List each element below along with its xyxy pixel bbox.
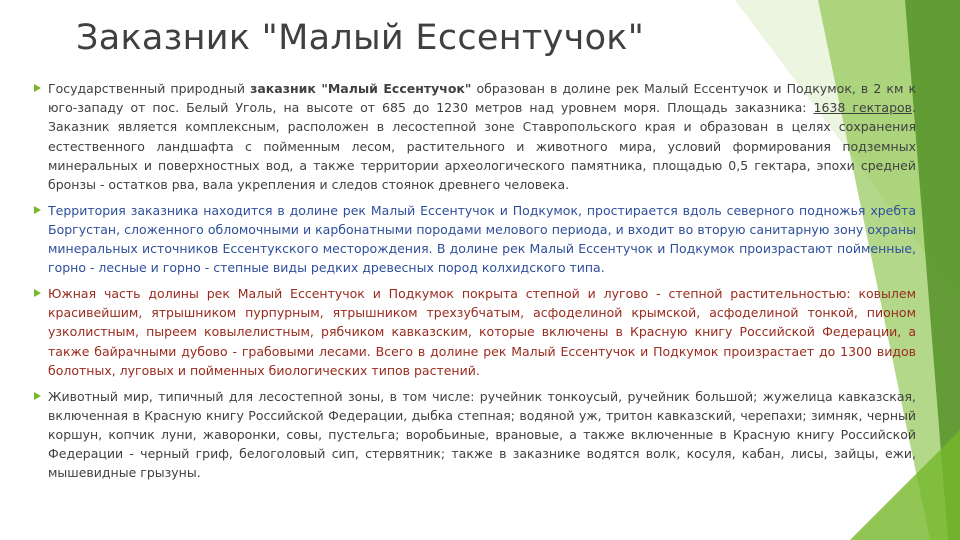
fauna-text: Животный мир, типичный для лесостепной зоны, в том числе: ручейник тонкоусый, ручейник большой; жужелица кавказская, включенная в Красную книгу Российской Федерации, дыбка степная; водяной уж, тритон кавказский, черепахи; зимняк, черный коршун, копчик луни, жаворонки, совы, пустельга; воробьиные, врановые, а также включенные в Красную книгу Российской Федерации - черный гриф, белоголовый сип, стервятник; также в заказнике водятся волк, косуля, кабан, лисы, зайцы, ежи, мышевидные грызуны. <box>48 388 916 481</box>
area-link[interactable]: 1638 гектаров <box>813 100 913 116</box>
slide-title: Заказник "Малый Ессентучок" <box>76 18 645 58</box>
reserve-name-bold: заказник "Малый Ессентучок" <box>250 81 472 96</box>
paragraph-fauna <box>34 387 916 483</box>
slide-content <box>34 79 916 489</box>
territory-text: Территория заказника находится в долине рек Малый Ессентучок и Подкумок, простирается вдоль северного подножья хребта Боргустан, сложенного обломочными и карбонатными породами мелового периода, и входит во вторую санитарную зону охраны минеральных источников Ессентукского месторождения. В долине рек Малый Ессентучок и Подкумок произрастают пойменные, горно - лесные и горно - степные виды редких древесных пород колхидского типа. <box>48 202 916 276</box>
triangle-bullet-icon <box>34 392 41 400</box>
overview-text-end: . Заказник является комплексным, расположен в лесостепной зоне Ставропольского края и образован в целях сохранения естественного ландшафта с пойменным лесом, растительного и животного мира, условий формирования подземных минеральных и поверхностных вод, а также территории археологического памятника, площадью 0,5 гектара, эпохи средней бронзы - остатков рва, вала укрепления и следов стоянок древнего человека. <box>48 100 917 193</box>
paragraph-territory <box>34 201 916 278</box>
vegetation-text: Южная часть долины рек Малый Ессентучок и Подкумок покрыта степной и лугово - степной растительностью: ковылем красивейшим, ятрышником пурпурным, ятрышником трехзубчатым, асфоделиной крымской, асфоделиной тонкой, пионом узколистным, пыреем ковылелистным, рябчиком кавказским, которые включены в Красную книгу Российской Федерации, а также байрачными дубово - грабовыми лесами. Всего в долине рек Малый Ессентучок и Подкумок произрастает до 1300 видов болотных, луговых и пойменных биологических типов растений. <box>48 286 916 378</box>
triangle-bullet-icon <box>34 206 41 214</box>
paragraph-vegetation <box>34 284 916 380</box>
overview-text-middle: образован в долине рек Малый Ессентучок и Подкумок, в 2 км к юго-западу от пос. Белый Уголь, на высоте от 685 до 1230 метров над уровнем моря. Площадь заказника: <box>48 81 916 116</box>
overview-text-start: Государственный природный <box>48 81 251 96</box>
paragraph-overview <box>34 79 916 194</box>
triangle-bullet-icon <box>34 84 41 92</box>
triangle-bullet-icon <box>34 289 41 297</box>
